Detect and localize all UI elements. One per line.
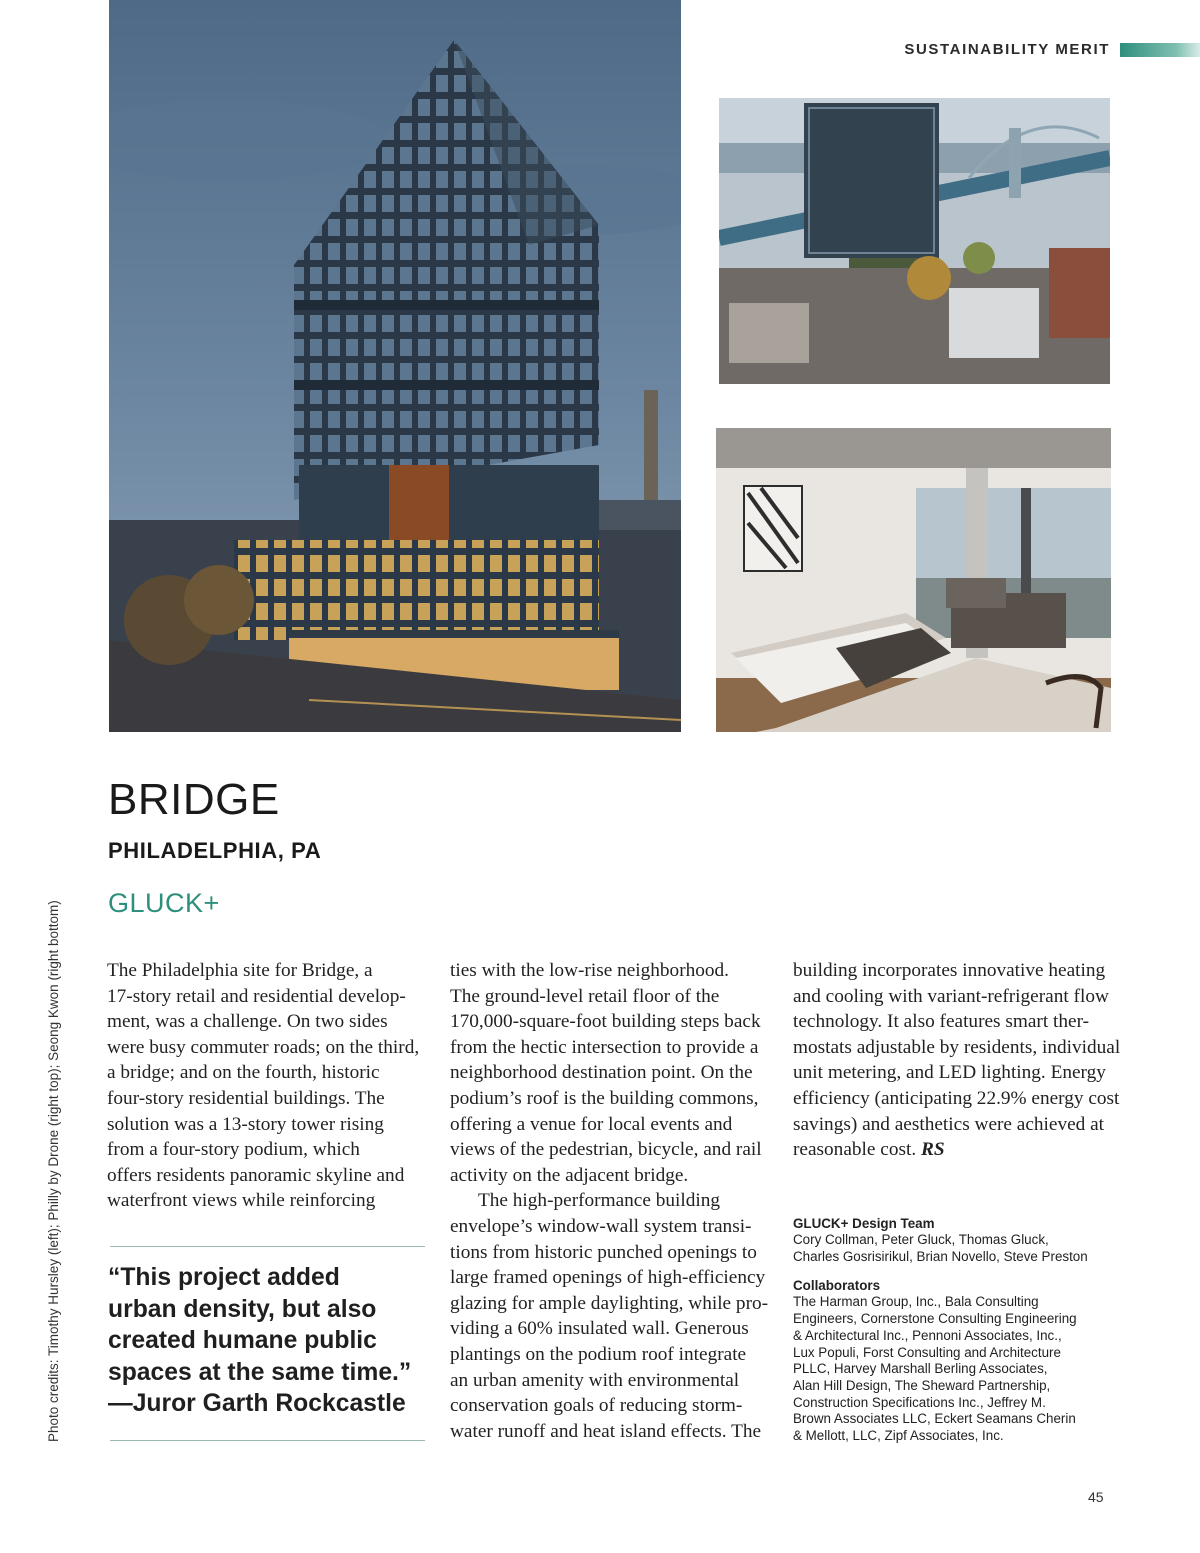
photo-credits: Photo credits: Timothy Hursley (left); Philly by Drone (right top); Seong Kwon (right bottom) [46,900,61,1442]
page-number: 45 [1088,1489,1104,1505]
body-line: 17-story retail and residential develop- [107,985,406,1007]
project-credits [793,1215,1133,1445]
body-line: large framed openings of high-efficiency [450,1267,766,1289]
collaborators-heading: Collaborators [793,1278,881,1294]
body-line: The ground-level retail floor of the [450,985,720,1007]
firm-name: GLUCK+ [108,888,220,918]
collaborators-list [793,1294,1133,1444]
credit-line: Brown Associates LLC, Eckert Seamans Cherin [793,1411,1076,1427]
body-line: technology. It also features smart ther- [793,1011,1090,1033]
body-line: 170,000-square-foot building steps back [450,1011,761,1033]
body-line: were busy commuter roads; on the third, [107,1036,420,1058]
body-line: views of the pedestrian, bicycle, and rail [450,1139,762,1161]
body-line: conservation goals of reducing storm- [450,1395,743,1417]
body-line: offering a venue for local events and [450,1113,733,1135]
quote-line: urban density, but also [108,1295,377,1323]
body-line: podium’s roof is the building commons, [450,1087,759,1109]
body-line: neighborhood destination point. On the [450,1062,753,1084]
body-line: mostats adjustable by residents, individual [793,1036,1121,1058]
body-line: efficiency (anticipating 22.9% energy cost [793,1087,1120,1109]
body-line: and cooling with variant-refrigerant flow [793,985,1109,1007]
body-paragraph [107,958,427,1214]
body-line: envelope’s window-wall system transi- [450,1215,752,1237]
credit-line: Cory Collman, Peter Gluck, Thomas Gluck, [793,1232,1049,1247]
body-line: viding a 60% insulated wall. Generous [450,1318,749,1340]
section-accent-bar [1120,43,1200,57]
body-line: four-story residential buildings. The [107,1087,385,1109]
author-signature: RS [920,1139,945,1161]
body-paragraph [450,1188,770,1444]
quote-rule-top [110,1246,425,1247]
project-title: BRIDGE [108,775,280,824]
credit-line: Construction Specifications Inc., Jeffrey M. [793,1394,1046,1410]
body-paragraph [793,958,1123,1163]
body-column-3 [793,958,1123,1163]
body-line: activity on the adjacent bridge. [450,1164,689,1186]
design-team-list [793,1232,1133,1265]
credit-line: & Mellott, LLC, Zipf Associates, Inc. [793,1428,1004,1444]
body-line: plantings on the podium roof integrate [450,1343,747,1365]
credit-line: & Architectural Inc., Pennoni Associates, Inc., [793,1327,1062,1343]
project-location: PHILADELPHIA, PA [108,838,322,863]
credit-line: Lux Populi, Forst Consulting and Architecture [793,1344,1061,1360]
building-exterior-photo [109,0,681,732]
body-line: glazing for ample daylighting, while pro- [450,1292,769,1314]
credit-line: The Harman Group, Inc., Bala Consulting [793,1294,1039,1310]
body-line: ties with the low-rise neighborhood. [450,960,729,981]
body-line: from a four-story podium, which [107,1139,360,1161]
body-line: from the hectic intersection to provide a [450,1036,759,1058]
body-column-2 [450,958,770,1444]
body-line: savings) and aesthetics were achieved at [793,1113,1105,1135]
body-line: unit metering, and LED lighting. Energy [793,1062,1106,1084]
quote-rule-bottom [110,1440,425,1441]
body-line: The high-performance building [478,1190,721,1212]
body-line: reasonable cost. [793,1139,917,1161]
aerial-drone-photo [719,98,1110,384]
quote-line: “This project added [108,1264,340,1291]
body-paragraph [450,958,770,1188]
body-line: water runoff and heat island effects. The [450,1420,762,1442]
body-line: tions from historic punched openings to [450,1241,757,1263]
credit-line: Alan Hill Design, The Sheward Partnership, [793,1377,1051,1393]
body-line: a bridge; and on the fourth, historic [107,1062,380,1084]
quote-line: created humane public [108,1327,377,1354]
credit-line: PLLC, Harvey Marshall Berling Associates, [793,1361,1048,1377]
body-line: The Philadelphia site for Bridge, a [107,960,373,981]
body-column-1 [107,958,427,1214]
body-line: solution was a 13-story tower rising [107,1113,384,1135]
pull-quote [108,1262,438,1420]
body-line: building incorporates innovative heating [793,960,1106,981]
body-line: waterfront views while reinforcing [107,1190,376,1212]
body-line: an urban amenity with environmental [450,1369,740,1391]
design-team-heading: GLUCK+ Design Team [793,1216,935,1231]
quote-attribution: —Juror Garth Rockcastle [108,1390,406,1417]
bedroom-interior-photo [716,428,1111,732]
credit-line: Charles Gosrisirikul, Brian Novello, Steve Preston [793,1248,1088,1264]
body-line: offers residents panoramic skyline and [107,1164,405,1186]
credit-line: Engineers, Cornerstone Consulting Engineering [793,1311,1077,1327]
body-line: ment, was a challenge. On two sides [107,1011,388,1033]
quote-line: spaces at the same time.” [108,1358,412,1386]
section-label: SUSTAINABILITY MERIT [904,41,1110,58]
